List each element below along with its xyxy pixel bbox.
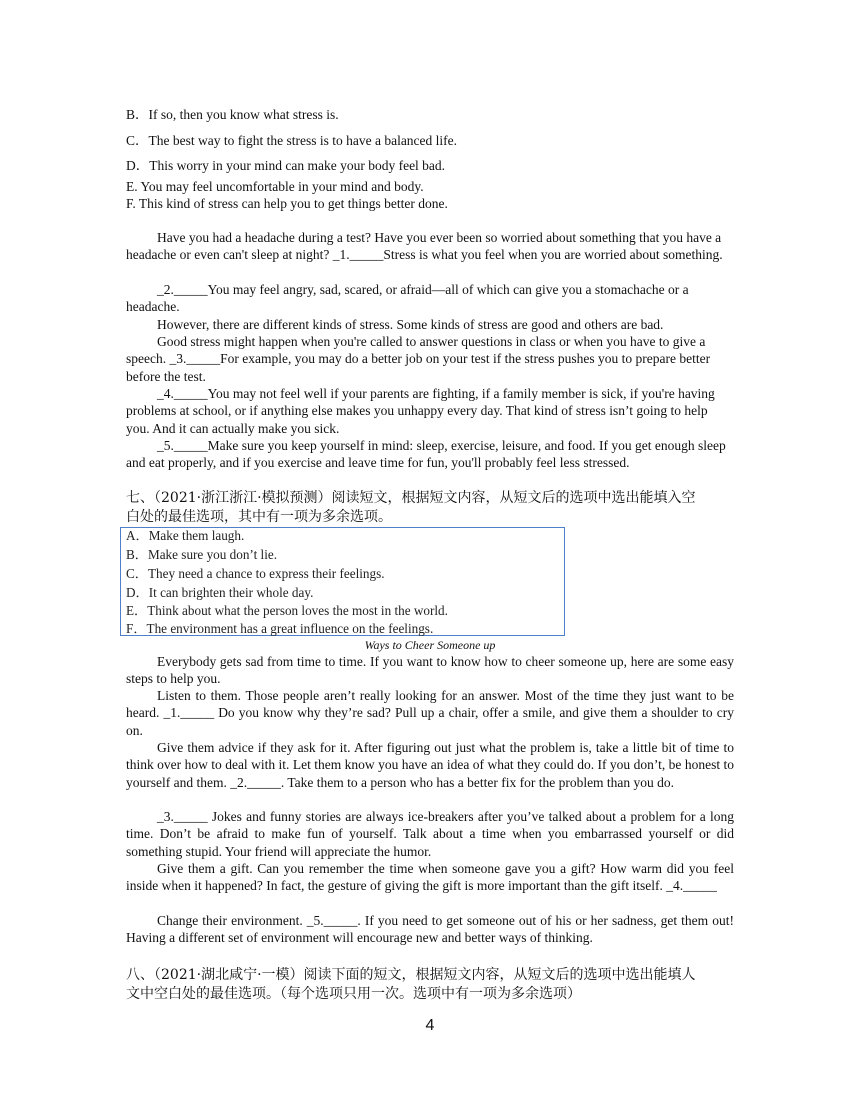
section-heading: 八、（2021·湖北咸宁·一模）阅读下面的短文，根据短文内容，从短文后的选项中选出能填人 bbox=[126, 967, 696, 983]
option-b: B．If so, then you know what stress is. bbox=[126, 107, 339, 122]
passage-title: Ways to Cheer Someone up bbox=[364, 638, 496, 652]
passage-paragraph: Give them advice if they ask for it. After figuring out just what the problem is, take a little bit of time to think over how to deal with it. Let them know you have an idea of what they could do. If you don’t, be honest to yourself and them. _2._____. Take them to a person who has a better fix for the problem than you do. bbox=[126, 740, 734, 790]
option-d: D．This worry in your mind can make your body feel bad. bbox=[126, 158, 446, 173]
passage-paragraph: Have you had a headache during a test? Have you ever been so worried about something that you have a headache or even can't sleep at night? _1._____Stress is what you feel when you are worried about something. bbox=[126, 230, 723, 263]
passage-paragraph: _4._____You may not feel well if your parents are fighting, if a family member is sick, if you're having problems at school, or if anything else makes you unhappy every day. That kind of stress isn’t going to help you. And it can actually make you sick. bbox=[126, 386, 715, 436]
passage-paragraph: Listen to them. Those people aren’t really looking for an answer. Most of the time they just want to be heard. _1._____ Do you know why they’re sad? Pull up a chair, offer a smile, and give them a shoulder to cry on. bbox=[126, 688, 734, 738]
option-f: F. This kind of stress can help you to get things better done. bbox=[126, 196, 448, 211]
section-heading: 七、（2021·浙江浙江·模拟预测）阅读短文，根据短文内容，从短文后的选项中选出能填入空 bbox=[126, 490, 696, 506]
box-option-f: F．The environment has a great influence on the feelings. bbox=[126, 621, 434, 636]
box-option-b: B．Make sure you don’t lie. bbox=[126, 547, 278, 562]
section-heading: 文中空白处的最佳选项。（每个选项只用一次。选项中有一项为多余选项） bbox=[126, 986, 581, 1002]
passage-paragraph: However, there are different kinds of stress. Some kinds of stress are good and others are bad. bbox=[157, 317, 664, 332]
box-option-e: E．Think about what the person loves the most in the world. bbox=[126, 603, 448, 618]
section-heading: 白处的最佳选项，其中有一项为多余选项。 bbox=[126, 509, 392, 525]
passage-paragraph: Change their environment. _5._____. If you need to get someone out of his or her sadness, get them out! Having a different set of environment will encourage new and better ways of thinking. bbox=[126, 913, 734, 946]
passage-paragraph: Good stress might happen when you're called to answer questions in class or when you have to give a speech. _3._____For example, you may do a better job on your test if the stress pushes you to prepare better before the test. bbox=[126, 334, 711, 384]
passage-paragraph: Give them a gift. Can you remember the time when someone gave you a gift? How warm did you feel inside when it happened? In fact, the gesture of giving the gift is more important than the gift itself. _4._____ bbox=[126, 861, 734, 894]
passage-paragraph: _2._____You may feel angry, sad, scared, or afraid—all of which can give you a stomachache or a headache. bbox=[126, 282, 689, 315]
passage-paragraph: _3._____ Jokes and funny stories are always ice-breakers after you’ve talked about a problem for a long time. Don’t be afraid to make fun of yourself. Talk about a time when you embarrassed yourself or did something stupid. Your friend will appreciate the humor. bbox=[126, 809, 734, 859]
box-option-a: A．Make them laugh. bbox=[126, 528, 245, 543]
option-c: C．The best way to fight the stress is to have a balanced life. bbox=[126, 133, 458, 148]
option-e: E. You may feel uncomfortable in your mind and body. bbox=[126, 179, 424, 194]
passage-paragraph: Everybody gets sad from time to time. If you want to know how to cheer someone up, here are some easy steps to help you. bbox=[126, 654, 734, 687]
box-option-d: D．It can brighten their whole day. bbox=[126, 585, 314, 600]
box-option-c: C．They need a chance to express their feelings. bbox=[126, 566, 385, 581]
passage-paragraph: _5._____Make sure you keep yourself in mind: sleep, exercise, leisure, and food. If you get enough sleep and eat properly, and if you exercise and leave time for fun, you'll probably feel less stressed. bbox=[126, 438, 726, 471]
page-number: 4 bbox=[425, 1017, 435, 1034]
